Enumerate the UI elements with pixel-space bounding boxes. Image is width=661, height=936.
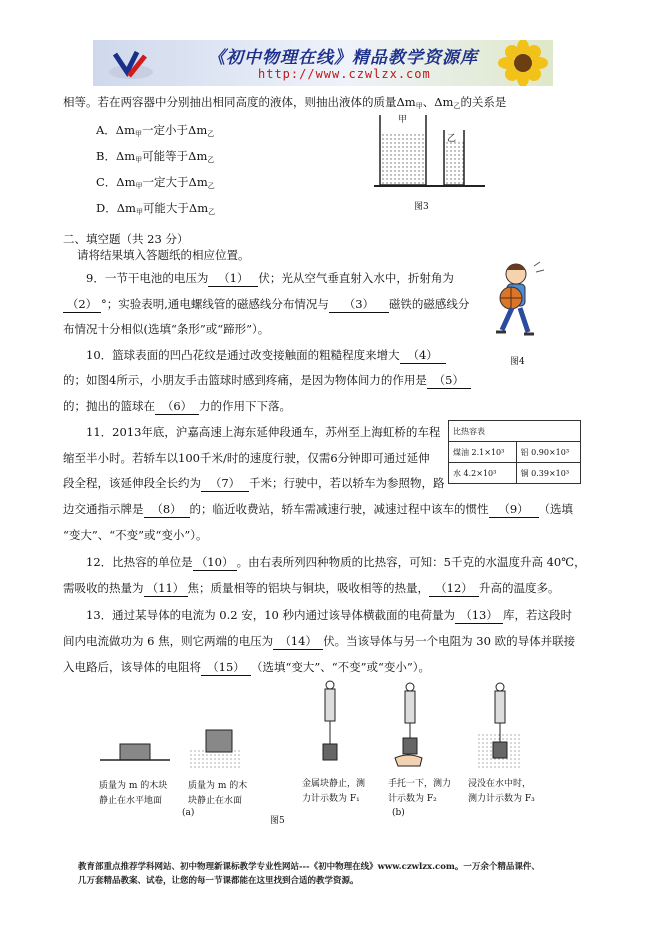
table-title: 比热容表 [449, 421, 581, 442]
section-title: 二、填空题（共 23 分） [63, 232, 189, 246]
fig5-label-a: (a) [182, 808, 195, 818]
blank-11[interactable]: （11） [144, 580, 188, 597]
blank-13[interactable]: （13） [455, 607, 503, 624]
fig3-caption: 图3 [414, 202, 429, 212]
figure-5 [90, 678, 560, 772]
fig3-label-a: 甲 [398, 115, 408, 125]
table-cell: 水 4.2×10³ [449, 463, 517, 484]
fig5-caption: 图5 [270, 816, 285, 826]
fig5-label-b: (b) [392, 808, 405, 818]
spring-scale-2 [395, 683, 422, 766]
q8-option-a: A．$\Delta m_甲$一定小于$\Delta m_乙$ [96, 123, 215, 138]
figure-3 [370, 110, 490, 190]
spring-scale-1 [323, 681, 337, 760]
blank-8[interactable]: （8） [144, 501, 190, 518]
fig5-caption-2: 质量为 m 的木 块静止在水面 [188, 781, 248, 806]
table-cell: 铝 0.90×10³ [516, 442, 580, 463]
q8-option-b: B．$\Delta m_甲$可能等于$\Delta m_乙$ [96, 149, 215, 164]
fig5-caption-4: 手托一下，测力 计示数为 F₂ [388, 779, 452, 804]
blank-10[interactable]: （10） [193, 554, 237, 571]
blank-7[interactable]: （7） [201, 475, 249, 492]
blank-5[interactable]: （5） [427, 372, 471, 389]
specific-heat-table [448, 420, 581, 484]
q9-line3: 布情况十分相似(选填“条形”或“蹄形”）。 [63, 322, 270, 336]
fig3-label-b: 乙 [447, 134, 457, 144]
banner-url: http://www.czwlzx.com [258, 67, 431, 81]
banner-title: 《初中物理在线》精品教学资源库 [208, 48, 478, 68]
spring-scale-3 [478, 683, 522, 770]
table-cell: 铜 0.39×10³ [516, 463, 580, 484]
q11-line5: “变大”、“不变”或“变小”）。 [63, 528, 208, 542]
page-footer [78, 860, 540, 888]
blank-1[interactable]: （1） [208, 270, 258, 287]
blank-14[interactable]: （14） [273, 633, 323, 650]
q11-line4: 边交通指示牌是 （8） 的；临近收费站，轿车需减速行驶，减速过程中该车的惯性 （9） （选填 [63, 502, 573, 516]
q11-line1: 11．2013年底，沪嘉高速上海东延伸段通车，苏州至上海虹桥的车程 [86, 425, 441, 439]
table-cell: 煤油 2.1×10³ [449, 442, 517, 463]
q12-line1: 12．比热容的单位是 （10） 。由右表所列四种物质的比热容，可知：5千克的水温度升高 40℃， [86, 555, 586, 569]
q13-line3: 入电路后，该导体的电阻将 （15） （选填“变大”、“不变”或“变小”）。 [63, 660, 431, 674]
section-instruction: 请将结果填入答题纸的相应位置。 [77, 248, 250, 262]
q10-line3: 的；抛出的篮球在 （6） 力的作用下下落。 [63, 399, 291, 413]
q10-line2: 的；如图4所示，小朋友手击篮球时感到疼痛，是因为物体间力的作用是 （5） [63, 372, 471, 389]
fig4-caption: 图4 [510, 357, 525, 367]
q12-line2: 需吸收的热量为 （11） 焦；质量相等的铝块与铜块，吸收相等的热量， （12） 升高的温度多。 [63, 581, 560, 595]
footer-line-1: 教育部重点推荐学科网站、初中物理新课标教学专业性网站---《初中物理在线》www.czwlzx.com。一万余个精品课件、 [78, 862, 540, 872]
q13-line2: 间内电流做功为 6 焦，则它两端的电压为 （14） 伏。当该导体与另一个电阻为 30 欧的导体并联接 [63, 634, 576, 648]
q9-line1: 9．一节干电池的电压为 （1） 伏；光从空气垂直射入水中，折射角为 [86, 271, 454, 285]
footer-line-2: 几万套精品教案、试卷，让您的每一节课都能在这里找到合适的教学资源。 [78, 876, 359, 886]
fig5-caption-5: 浸没在水中时， 测力计示数为 F₃ [468, 779, 535, 804]
blank-3[interactable]: （3） [329, 296, 389, 313]
q8-option-c: C．$\Delta m_甲$一定大于$\Delta m_乙$ [96, 175, 215, 190]
table-row [449, 463, 581, 484]
sunflower-icon [493, 40, 553, 86]
figure-4-child-basketball [484, 258, 552, 346]
blank-6[interactable]: （6） [155, 398, 199, 415]
q9-line2: （2） °；实验表明,通电螺线管的磁感线分布情况与 （3） 磁铁的磁感线分 [63, 296, 469, 313]
blank-9[interactable]: （9） [489, 501, 539, 518]
fig5-caption-1: 质量为 m 的木块 静止在水平地面 [99, 781, 168, 806]
blank-4[interactable]: （4） [400, 347, 446, 364]
q13-line1: 13．通过某导体的电流为 0.2 安，10 秒内通过该导体横截面的电荷量为 （13） 库，若这段时 [86, 608, 573, 622]
blank-2[interactable]: （2） [63, 296, 101, 313]
q10-line1: 10．篮球表面的凹凸花纹是通过改变接触面的粗糙程度来增大 （4） [86, 347, 446, 364]
blank-12[interactable]: （12） [429, 580, 479, 597]
blank-15[interactable]: （15） [201, 659, 251, 676]
q8-option-d: D．$\Delta m_甲$可能大于$\Delta m_乙$ [96, 201, 216, 216]
q11-line2: 缩至半小时。若轿车以100千米/时的速度行驶，仅需6分钟即可通过延伸 [63, 451, 430, 465]
q11-line3: 段全程，该延伸段全长约为 （7） 千米；行驶中，若以轿车为参照物，路 [63, 476, 445, 490]
table-row [449, 442, 581, 463]
fig5-caption-3: 金属块静止，测 力计示数为 F₁ [302, 779, 366, 804]
site-logo [107, 46, 155, 82]
q8-intro: 相等。若在两容器中分别抽出相同高度的液体，则抽出液体的质量$\Delta m_甲$、$\Delta m_乙$的关系是 [63, 95, 507, 110]
header-banner [93, 40, 553, 86]
